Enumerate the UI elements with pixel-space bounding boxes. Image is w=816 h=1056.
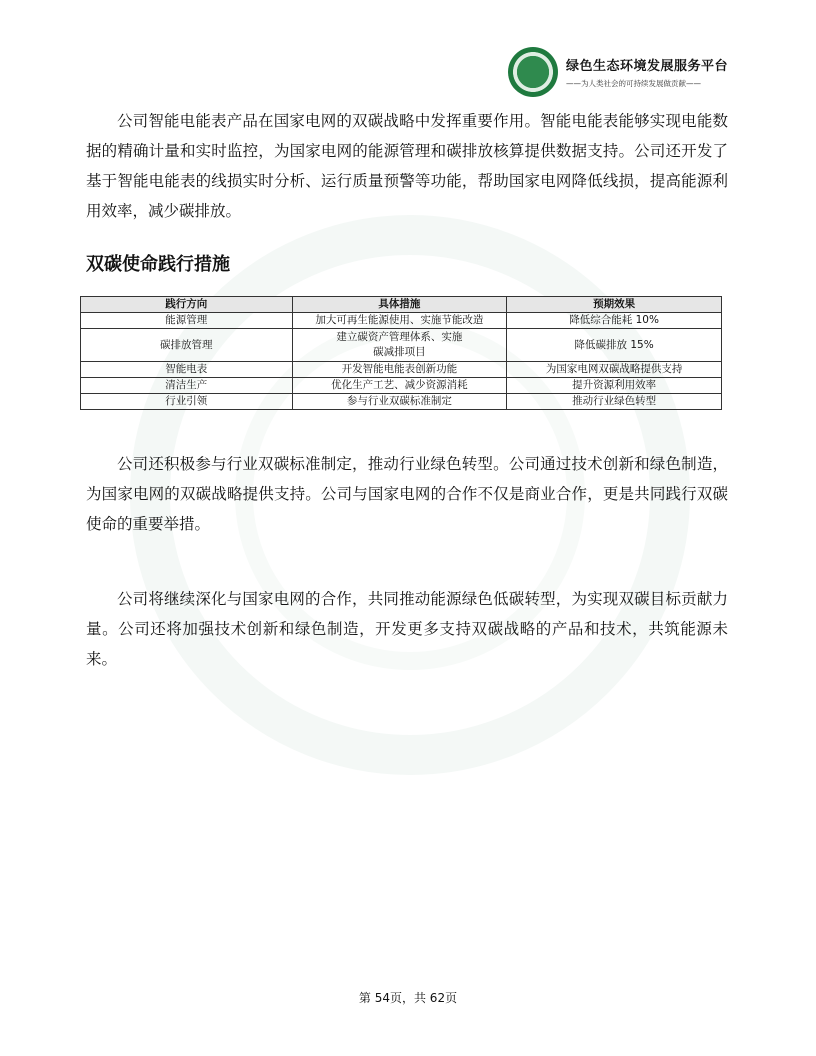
table-cell: 能源管理 <box>81 313 293 329</box>
table-cell: 碳排放管理 <box>81 329 293 362</box>
table-cell: 智能电表 <box>81 362 293 378</box>
table-row <box>81 394 722 410</box>
section-title: 双碳使命践行措施 <box>86 254 230 275</box>
page-number: 第 54页，共 62页 <box>358 991 458 1005</box>
table-cell: 清洁生产 <box>81 378 293 394</box>
column-header: 预期效果 <box>507 297 722 313</box>
paragraph-2: 公司还积极参与行业双碳标准制定，推动行业绿色转型。公司通过技术创新和绿色制造，为国家电网的双碳战略提供支持。公司与国家电网的合作不仅是商业合作，更是共同践行双碳使命的重要举措。 <box>86 455 728 533</box>
table-row <box>81 313 722 329</box>
table-cell: 提升资源利用效率 <box>507 378 722 394</box>
table-cell: 开发智能电能表创新功能 <box>292 362 507 378</box>
brand-title: 绿色生态环境发展服务平台 <box>566 59 729 74</box>
table-cell: 推动行业绿色转型 <box>507 394 722 410</box>
column-header: 具体措施 <box>292 297 507 313</box>
table-cell: 行业引领 <box>81 394 293 410</box>
table-cell: 优化生产工艺、减少资源消耗 <box>292 378 507 394</box>
table-row <box>81 362 722 378</box>
table-row <box>81 329 722 362</box>
brand-subtitle: ——为人类社会的可持续发展做贡献—— <box>566 79 701 88</box>
brand-logo-icon <box>508 47 558 97</box>
table-header-row <box>81 297 722 313</box>
page-header <box>508 47 728 97</box>
table-cell: 参与行业双碳标准制定 <box>292 394 507 410</box>
column-header: 践行方向 <box>81 297 293 313</box>
measures-table <box>80 296 722 410</box>
table-cell: 加大可再生能源使用、实施节能改造 <box>292 313 507 329</box>
table-cell: 建立碳资产管理体系、实施碳减排项目 <box>292 329 507 362</box>
paragraph-3: 公司将继续深化与国家电网的合作，共同推动能源绿色低碳转型，为实现双碳目标贡献力量。公司还将加强技术创新和绿色制造，开发更多支持双碳战略的产品和技术，共筑能源未来。 <box>86 590 728 668</box>
table-row <box>81 378 722 394</box>
table-cell: 降低碳排放 15% <box>507 329 722 362</box>
paragraph-1: 公司智能电能表产品在国家电网的双碳战略中发挥重要作用。智能电能表能够实现电能数据的精确计量和实时监控，为国家电网的能源管理和碳排放核算提供数据支持。公司还开发了基于智能电能表的线损实时分析、运行质量预警等功能，帮助国家电网降低线损，提高能源利用效率，减少碳排放。 <box>86 112 728 220</box>
table-cell: 为国家电网双碳战略提供支持 <box>507 362 722 378</box>
table-cell: 降低综合能耗 10% <box>507 313 722 329</box>
